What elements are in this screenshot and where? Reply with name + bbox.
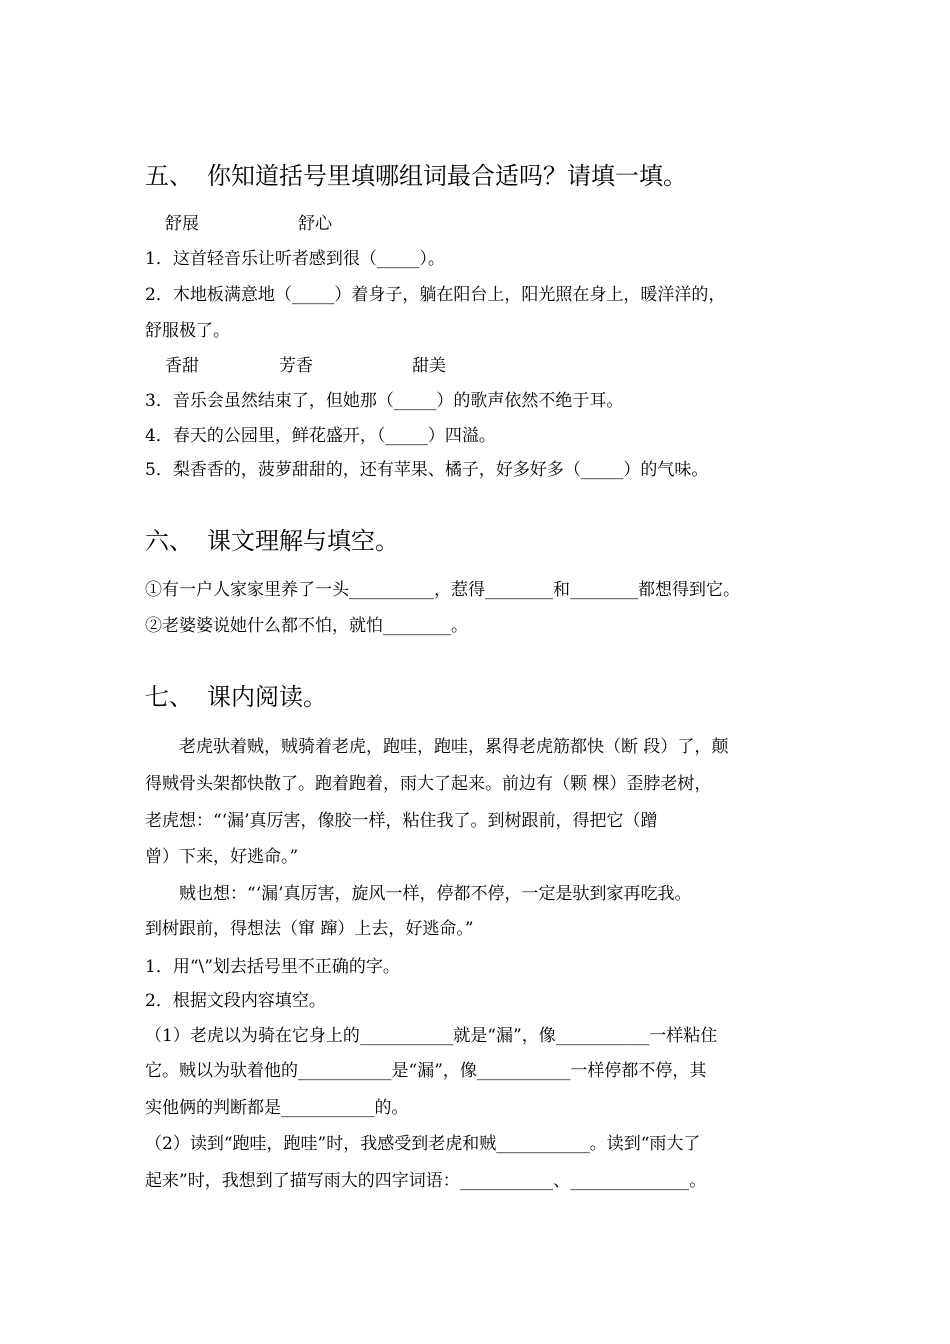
passage-line-5: 贼也想：“‘漏’真厉害，旋风一样，停都不停，一定是驮到家再吃我。 (179, 884, 692, 904)
question-5-4: 4．春天的公园里，鲜花盛开，（_____）四溢。 (145, 426, 496, 446)
passage-line-3: 老虎想：“‘漏’真厉害，像胶一样，粘住我了。到树跟前，得把它（蹭 (145, 811, 658, 831)
section-5-title: 你知道括号里填哪组词最合适吗？请填一填。 (207, 162, 687, 190)
section-6-title: 课文理解与填空。 (207, 527, 399, 555)
question-7-2-1-line-3: 实他俩的判断都是___________的。 (145, 1098, 409, 1118)
passage-line-4: 曾）下来，好逃命。” (145, 847, 299, 867)
section-7-heading (145, 681, 327, 713)
question-6-1: ①有一户人家家里养了一头__________，惹得________和________都想得到它。 (145, 580, 740, 600)
question-5-2-line-1: 2．木地板满意地（_____）着身子，躺在阳台上，阳光照在身上，暖洋洋的， (145, 285, 726, 305)
option-word: 舒心 (298, 214, 332, 234)
passage-line-1: 老虎驮着贼，贼骑着老虎，跑哇，跑哇，累得老虎筋都快（断 段）了，颠 (179, 737, 729, 757)
question-6-2: ②老婆婆说她什么都不怕，就怕________。 (145, 616, 468, 636)
section-6-number: 六、 (145, 527, 193, 555)
question-7-1: 1．用“\”划去括号里不正确的字。 (145, 957, 400, 977)
section-7-title: 课内阅读。 (207, 683, 327, 711)
question-5-3: 3．音乐会虽然结束了，但她那（_____）的歌声依然不绝于耳。 (145, 391, 624, 411)
word-options-1 (165, 213, 332, 235)
question-5-1: 1．这首轻音乐让听者感到很（_____）。 (145, 249, 445, 269)
section-5-number: 五、 (145, 162, 193, 190)
question-7-2-2-line-1: （2）读到“跑哇，跑哇”时，我感受到老虎和贼___________。读到“雨大了 (145, 1134, 701, 1154)
question-7-2: 2．根据文段内容填空。 (145, 991, 326, 1011)
option-word: 舒展 (165, 214, 199, 234)
question-5-2-line-2: 舒服极了。 (145, 321, 230, 341)
question-7-2-1-line-2: 它。贼以为驮着他的___________是“漏”，像___________一样停都不停，其 (145, 1061, 707, 1081)
question-5-5: 5．梨香香的，菠萝甜甜的，还有苹果、橘子，好多好多（_____）的气味。 (145, 460, 709, 480)
passage-line-6: 到树跟前，得想法（窜 蹿）上去，好逃命。” (145, 919, 474, 939)
word-options-2 (165, 355, 446, 377)
option-word: 芳香 (279, 356, 313, 376)
passage-line-2: 得贼骨头架都快散了。跑着跑着，雨大了起来。前边有（颗 棵）歪脖老树， (145, 774, 712, 794)
question-7-2-1-line-1: （1）老虎以为骑在它身上的___________就是“漏”，像___________一样粘住 (145, 1026, 718, 1046)
option-word: 香甜 (165, 356, 199, 376)
option-word: 甜美 (412, 356, 446, 376)
question-7-2-2-line-2: 起来”时，我想到了描写雨大的四字词语：___________、______________。 (145, 1171, 707, 1191)
section-5-heading (145, 160, 687, 192)
section-6-heading (145, 525, 399, 557)
section-7-number: 七、 (145, 683, 193, 711)
